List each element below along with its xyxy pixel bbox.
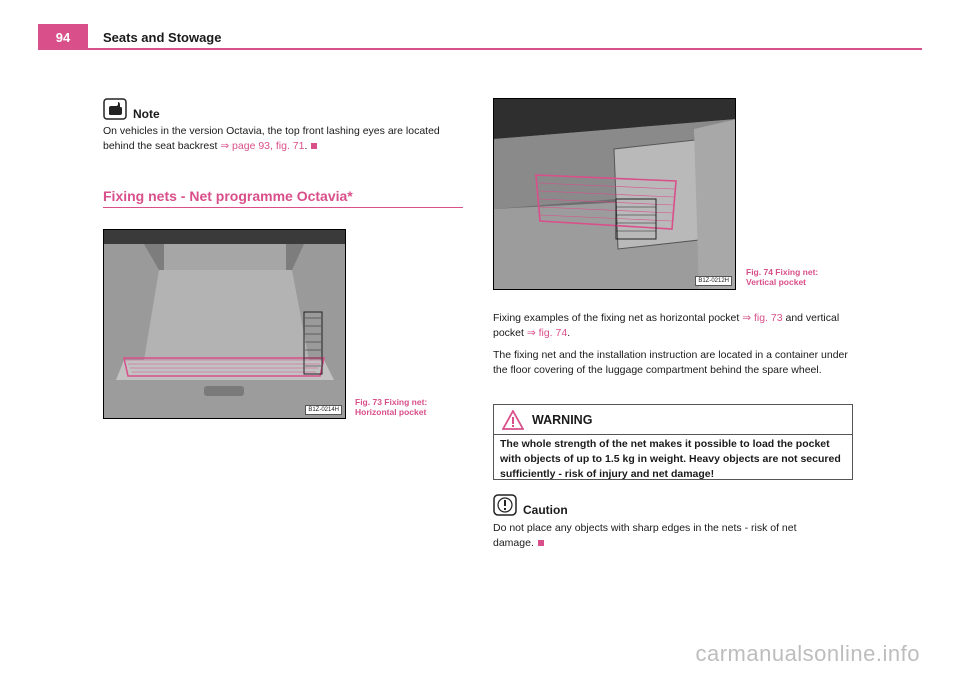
end-mark-icon (538, 540, 544, 546)
note-body: On vehicles in the version Octavia, the top front lashing eyes are located behind the seat backrest (103, 125, 440, 152)
warning-box (493, 404, 853, 480)
figure-code: B1Z-0212H (695, 276, 732, 286)
caption-line: Fig. 73 Fixing net: (355, 397, 428, 407)
caution-heading: Caution (523, 503, 568, 517)
fig74-link[interactable]: ⇒ fig. 74 (526, 327, 568, 339)
figure-horizontal-pocket (103, 229, 346, 419)
paragraph-fixing-examples (493, 311, 859, 341)
figure-vertical-pocket (493, 98, 736, 290)
warning-triangle-icon (502, 410, 524, 430)
caption-line: Horizontal pocket (355, 407, 427, 417)
warning-header (494, 405, 852, 435)
para-text: Fixing examples of the fixing net as horizontal pocket (493, 312, 740, 324)
section-rule (103, 207, 463, 208)
note-heading: Note (133, 107, 160, 121)
note-text (103, 124, 473, 154)
figure-caption (355, 397, 427, 417)
side-pocket-illustration (494, 99, 736, 290)
caution-text (493, 521, 833, 551)
para-text: and vertical pocket (493, 312, 840, 339)
watermark: carmanualsonline.info (695, 641, 920, 666)
note-page-link[interactable]: ⇒ page 93, fig. 71 (220, 140, 305, 152)
caption-line: Vertical pocket (746, 277, 807, 287)
luggage-compartment-illustration (104, 230, 346, 419)
warning-heading: WARNING (532, 412, 593, 427)
caution-icon (493, 494, 517, 516)
note-end: . (304, 140, 308, 152)
warning-text: The whole strength of the net makes it possible to load the pocket with objects of up to 1.5 kg in weight. Heavy objects are not secured sufficiently - risk of injury and net damage! (500, 438, 841, 480)
fig73-link[interactable]: ⇒ fig. 73 (742, 312, 783, 324)
paragraph-container-info: The fixing net and the installation instruction are located in a container under the floor covering of the luggage compartment behind the spare wheel. (493, 349, 848, 376)
caption-line: Fig. 74 Fixing net: (746, 267, 819, 277)
header-rule (38, 48, 922, 50)
figure-code: B1Z-0214H (305, 405, 342, 415)
section-title: Fixing nets - Net programme Octavia* (103, 188, 353, 204)
end-mark-icon (311, 143, 317, 149)
figure-caption (746, 267, 818, 287)
note-icon (103, 98, 127, 120)
caution-body: Do not place any objects with sharp edges in the nets - risk of net damage. (493, 522, 797, 549)
para-end: . (567, 327, 571, 339)
page-number: 94 (38, 24, 88, 50)
header-title: Seats and Stowage (103, 30, 222, 45)
